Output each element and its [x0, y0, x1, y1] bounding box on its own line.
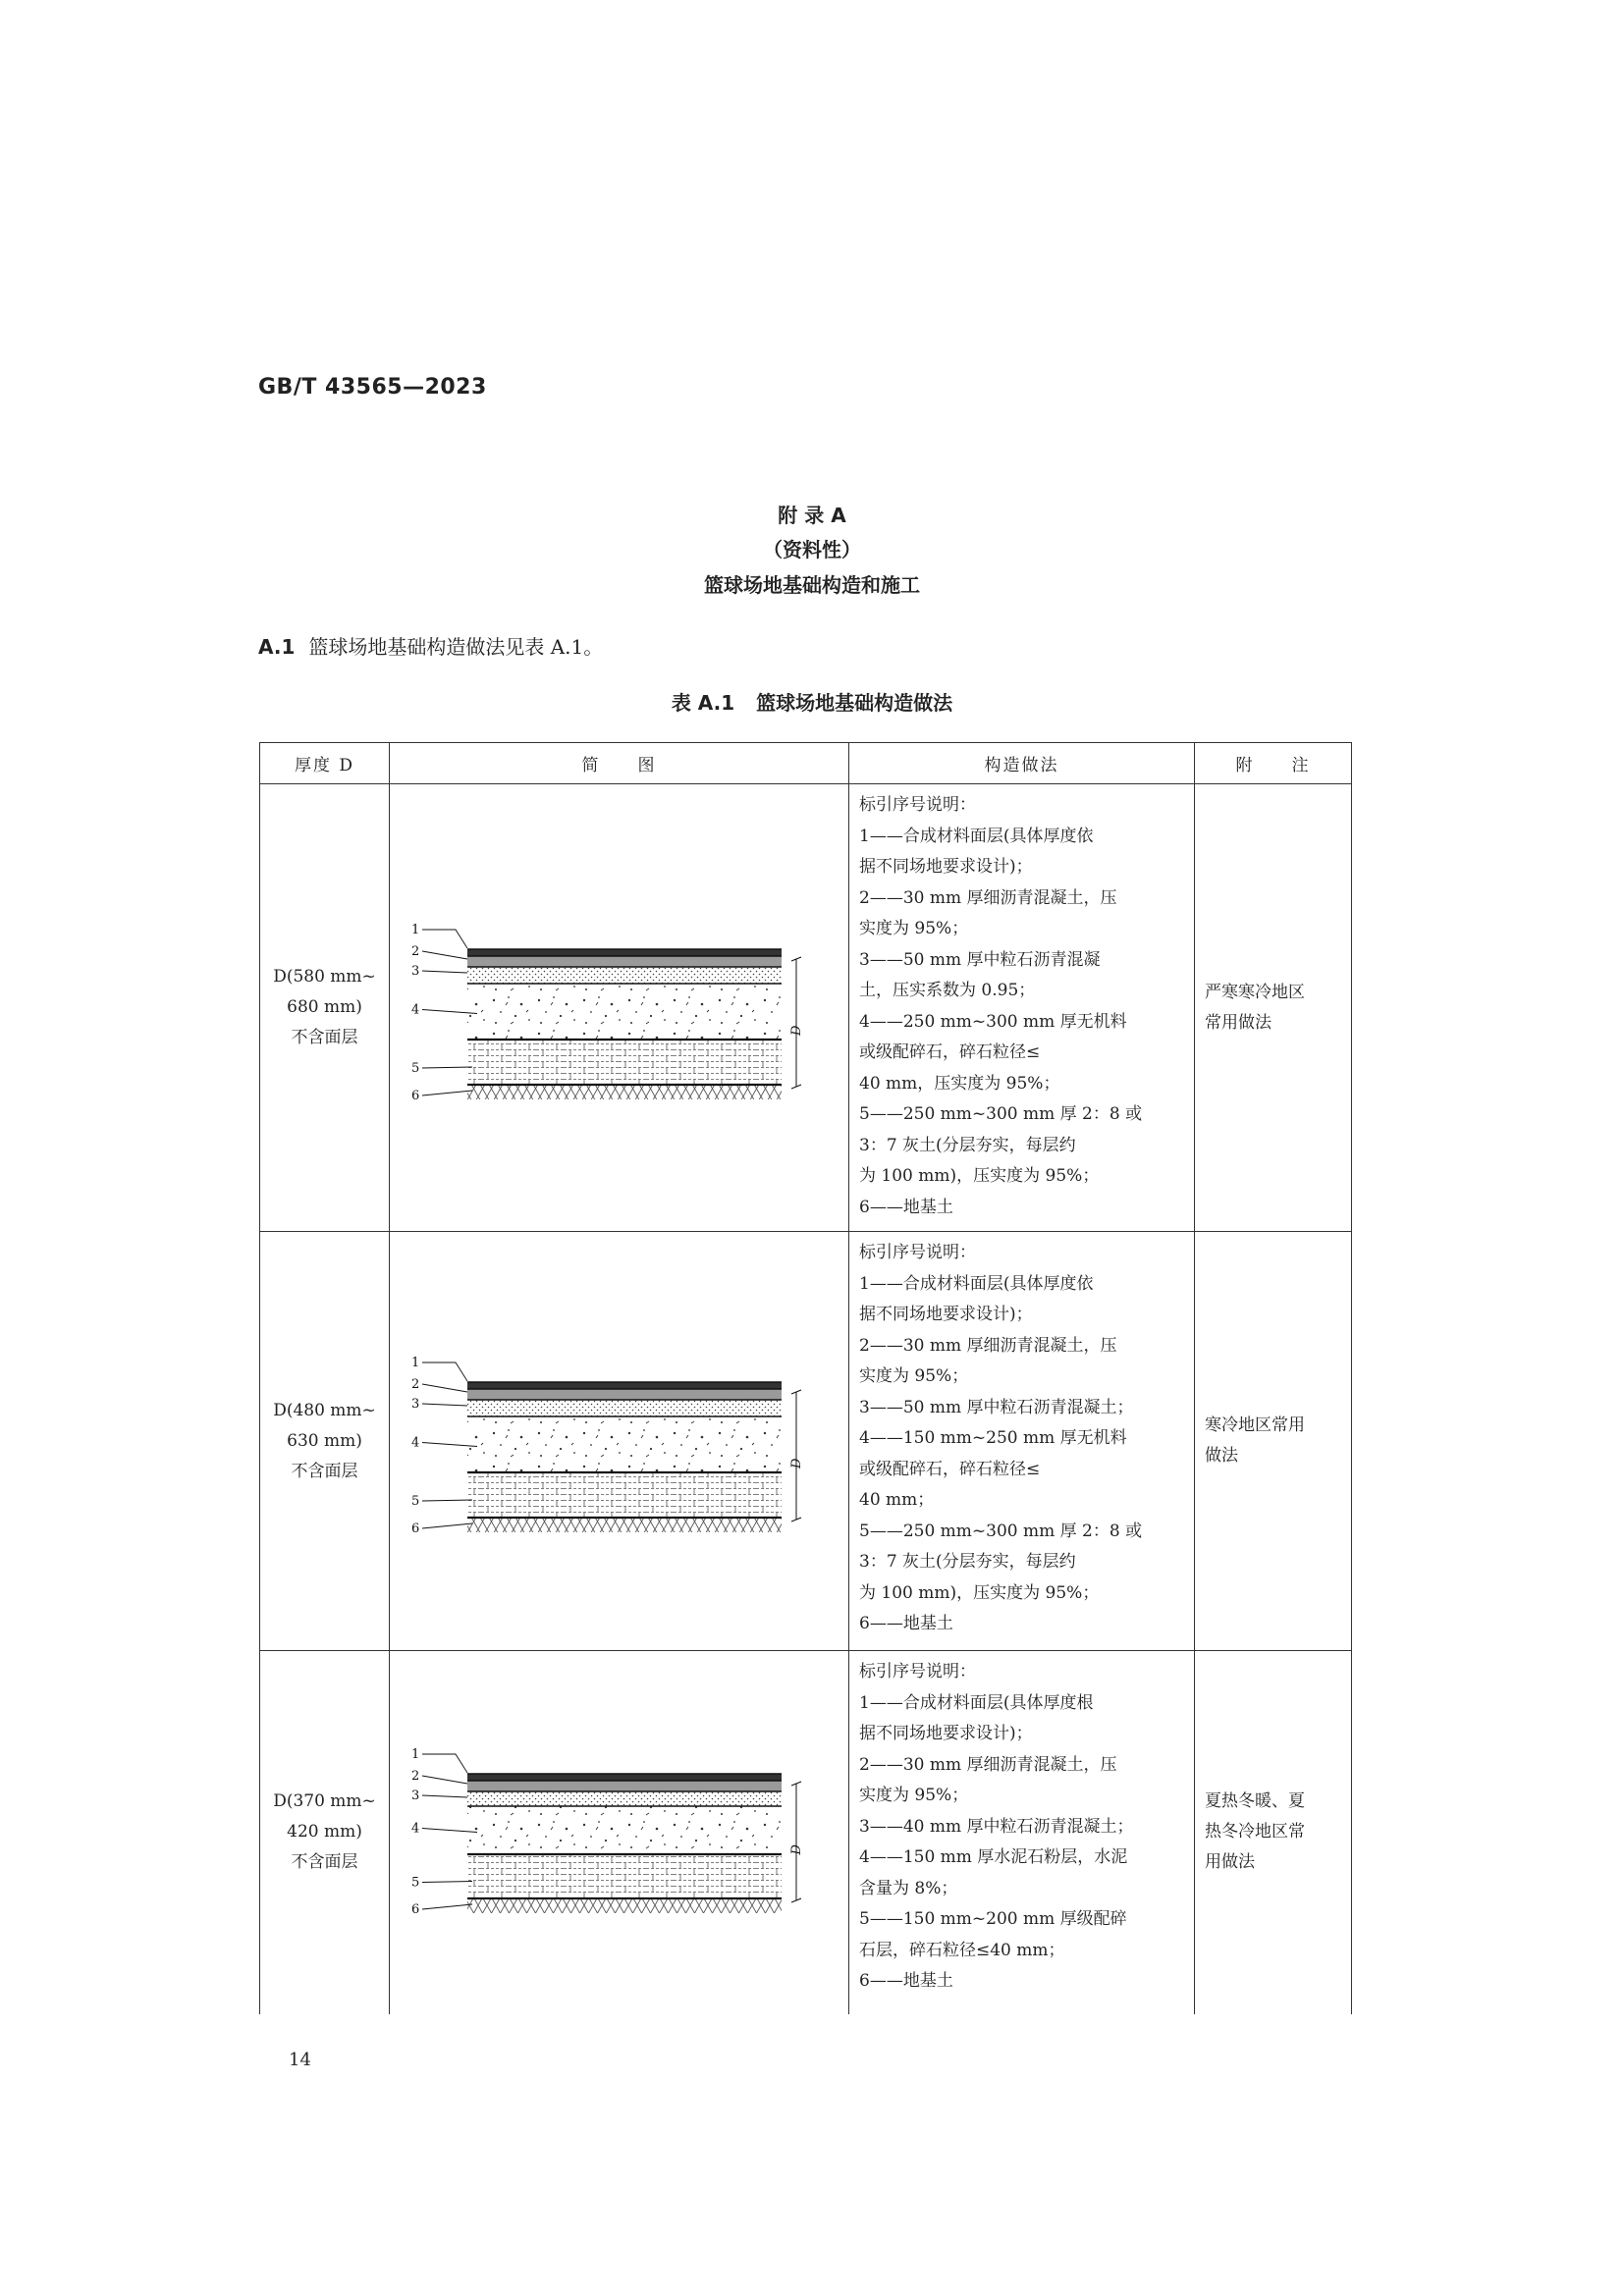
clause-a1: [258, 631, 603, 660]
method-line: 1——合成材料面层(具体厚度依: [859, 826, 1094, 846]
method-line: 40 mm；: [859, 1490, 935, 1510]
callout-number: 1: [410, 1746, 419, 1762]
callout-number: 2: [410, 1768, 419, 1784]
method-line: 标引序号说明：: [859, 1243, 976, 1262]
method-line: 2——30 mm 厚细沥青混凝土，压: [859, 1754, 1117, 1775]
callout-leader: [422, 1500, 472, 1501]
thickness-line: 630 mm): [287, 1430, 362, 1451]
construction-table: [259, 742, 1352, 2014]
standard-code: GB/T 43565—2023: [258, 375, 487, 400]
method-line: 2——30 mm 厚细沥青混凝土，压: [859, 887, 1117, 908]
layer-4-gravel: [467, 1416, 782, 1472]
callout-leader: [422, 1904, 472, 1909]
method-line: 土，压实系数为 0.95；: [859, 981, 1036, 1000]
method-line: 为 100 mm)，压实度为 95%；: [859, 1582, 1100, 1603]
thickness-line: 不含面层: [291, 1852, 358, 1873]
callout-number: 4: [410, 1435, 419, 1451]
dimension-label: D: [788, 1458, 804, 1468]
callout-number: 5: [410, 1060, 419, 1076]
callout-number: 4: [410, 1821, 419, 1837]
note-line: 常用做法: [1205, 1012, 1272, 1033]
method-line: 标引序号说明：: [859, 1662, 976, 1682]
method-line: 2——30 mm 厚细沥青混凝土，压: [859, 1335, 1117, 1356]
table-row: [260, 784, 1352, 1232]
method-line: 或级配碎石，碎石粒径≤: [859, 1042, 1041, 1062]
clause-text: 篮球场地基础构造做法见表 A.1。: [308, 635, 604, 659]
method-line: 3：7 灰土(分层夯实，每层约: [859, 1552, 1076, 1572]
cell-note: [1195, 1232, 1352, 1651]
layer-5-lime-soil: [467, 1854, 782, 1898]
callout-number: 3: [410, 1397, 419, 1412]
method-line: 4——150 mm 厚水泥石粉层，水泥: [859, 1847, 1128, 1867]
method-line: 6——地基土: [859, 1197, 953, 1217]
cell-figure: [390, 1651, 849, 2014]
layer-2-fine-asphalt: [467, 1389, 782, 1400]
thickness-line: D(580 mm~: [273, 967, 376, 987]
clause-number: A.1: [258, 635, 296, 659]
cell-note: [1195, 784, 1352, 1232]
callout-leader: [422, 1384, 467, 1392]
method-line: 4——250 mm~300 mm 厚无机料: [859, 1011, 1127, 1032]
header-thickness: 厚度 D: [260, 743, 390, 784]
method-line: 40 mm，压实度为 95%；: [859, 1073, 1060, 1094]
method-line: 6——地基土: [859, 1614, 953, 1633]
layer-2-fine-asphalt: [467, 1781, 782, 1791]
callout-leader: [422, 1754, 467, 1773]
appendix-title: 篮球场地基础构造和施工: [704, 573, 920, 597]
thickness-line: 420 mm): [287, 1822, 362, 1842]
method-line: 标引序号说明：: [859, 795, 976, 815]
layer-3-asphalt: [467, 1791, 782, 1806]
callout-number: 3: [410, 1788, 419, 1803]
header-method: 构造做法: [849, 743, 1195, 784]
cell-thickness: [260, 1232, 390, 1651]
callout-leader: [422, 1404, 467, 1406]
callout-number: 2: [410, 943, 419, 959]
layer-5-lime-soil: [467, 1040, 782, 1085]
cell-figure: [390, 784, 849, 1232]
callout-number: 1: [410, 922, 419, 937]
layer-5-lime-soil: [467, 1472, 782, 1518]
header-note: 附 注: [1195, 743, 1352, 784]
method-line: 1——合成材料面层(具体厚度根: [859, 1692, 1094, 1713]
table-row: [260, 1651, 1352, 2014]
callout-leader: [422, 1523, 472, 1528]
layer-6-subgrade: [467, 1898, 782, 1913]
callout-leader: [422, 1362, 467, 1381]
method-line: 据不同场地要求设计)；: [859, 1305, 1033, 1324]
thickness-line: D(370 mm~: [273, 1791, 376, 1812]
layer-3-asphalt: [467, 967, 782, 984]
layer-6-subgrade: [467, 1085, 782, 1099]
method-line: 为 100 mm)，压实度为 95%；: [859, 1166, 1100, 1186]
header-figure: 简 图: [390, 743, 849, 784]
layer-1-surface: [467, 949, 782, 956]
cell-thickness: [260, 1651, 390, 2014]
method-line: 或级配碎石，碎石粒径≤: [859, 1459, 1041, 1479]
method-line: 3——50 mm 厚中粒石沥青混凝土；: [859, 1397, 1134, 1417]
callout-leader: [422, 951, 467, 959]
layer-section-diagram: [399, 1294, 840, 1588]
method-line: 5——250 mm~300 mm 厚 2：8 或: [859, 1521, 1143, 1541]
cell-method: [849, 1232, 1195, 1651]
layer-6-subgrade: [467, 1518, 782, 1532]
page-number: 14: [289, 2050, 311, 2070]
callout-leader: [422, 1067, 472, 1068]
callout-leader: [422, 1776, 467, 1784]
note-line: 用做法: [1205, 1852, 1255, 1873]
dimension-label: D: [788, 1843, 804, 1855]
note-line: 寒冷地区常用: [1205, 1415, 1305, 1435]
layer-1-surface: [467, 1774, 782, 1781]
thickness-line: 不含面层: [291, 1028, 358, 1047]
layer-1-surface: [467, 1382, 782, 1389]
layer-section-diagram: [399, 861, 840, 1155]
callout-number: 6: [410, 1088, 419, 1103]
layer-section-diagram: [399, 1685, 840, 1980]
method-line: 5——250 mm~300 mm 厚 2：8 或: [859, 1104, 1143, 1124]
note-line: 夏热冬暖、夏: [1205, 1791, 1305, 1812]
callout-number: 5: [410, 1494, 419, 1509]
callout-leader: [422, 1795, 467, 1797]
method-line: 1——合成材料面层(具体厚度依: [859, 1273, 1094, 1294]
callout-leader: [422, 1881, 472, 1882]
method-line: 3——50 mm 厚中粒石沥青混凝: [859, 949, 1101, 970]
cell-figure: [390, 1232, 849, 1651]
method-line: 实度为 95%；: [859, 919, 969, 938]
method-line: 石层，碎石粒径≤40 mm；: [859, 1940, 1065, 1960]
callout-leader: [422, 971, 467, 973]
cell-method: [849, 1651, 1195, 2014]
method-line: 据不同场地要求设计)；: [859, 1724, 1033, 1743]
thickness-line: 不含面层: [291, 1461, 358, 1481]
method-line: 实度为 95%；: [859, 1786, 969, 1805]
dimension-label: D: [788, 1025, 804, 1036]
method-line: 4——150 mm~250 mm 厚无机料: [859, 1428, 1127, 1448]
appendix-label: 附 录 A: [778, 504, 846, 527]
callout-number: 1: [410, 1356, 419, 1370]
callout-number: 3: [410, 963, 419, 979]
callout-number: 6: [410, 1901, 419, 1917]
method-line: 5——150 mm~200 mm 厚级配碎: [859, 1909, 1127, 1929]
layer-2-fine-asphalt: [467, 956, 782, 967]
layer-3-asphalt: [467, 1400, 782, 1416]
callout-number: 6: [410, 1522, 419, 1536]
cell-thickness: [260, 784, 390, 1232]
table-caption-title: 篮球场地基础构造做法: [756, 691, 953, 715]
note-line: 热冬冷地区常: [1205, 1822, 1305, 1842]
callout-leader: [422, 1091, 472, 1095]
callout-leader: [422, 930, 467, 948]
cell-note: [1195, 1651, 1352, 2014]
note-line: 做法: [1205, 1446, 1238, 1466]
method-line: 实度为 95%；: [859, 1366, 969, 1386]
table-header-row: [260, 743, 1352, 784]
table-caption: [0, 687, 1624, 716]
table-caption-number: 表 A.1: [671, 691, 735, 715]
method-line: 含量为 8%；: [859, 1878, 958, 1898]
layer-4-gravel: [467, 984, 782, 1040]
cell-method: [849, 784, 1195, 1232]
thickness-line: 680 mm): [287, 997, 362, 1017]
method-line: 6——地基土: [859, 1971, 953, 1991]
callout-number: 5: [410, 1875, 419, 1891]
appendix-nature: （资料性）: [763, 538, 861, 561]
callout-number: 4: [410, 1002, 419, 1017]
table-row: [260, 1232, 1352, 1651]
thickness-line: D(480 mm~: [273, 1400, 376, 1420]
layer-4-gravel: [467, 1806, 782, 1854]
method-line: 据不同场地要求设计)；: [859, 857, 1033, 877]
method-line: 3：7 灰土(分层夯实，每层约: [859, 1135, 1076, 1155]
method-line: 3——40 mm 厚中粒石沥青混凝土；: [859, 1816, 1134, 1837]
note-line: 严寒寒冷地区: [1205, 982, 1305, 1002]
callout-number: 2: [410, 1377, 419, 1392]
